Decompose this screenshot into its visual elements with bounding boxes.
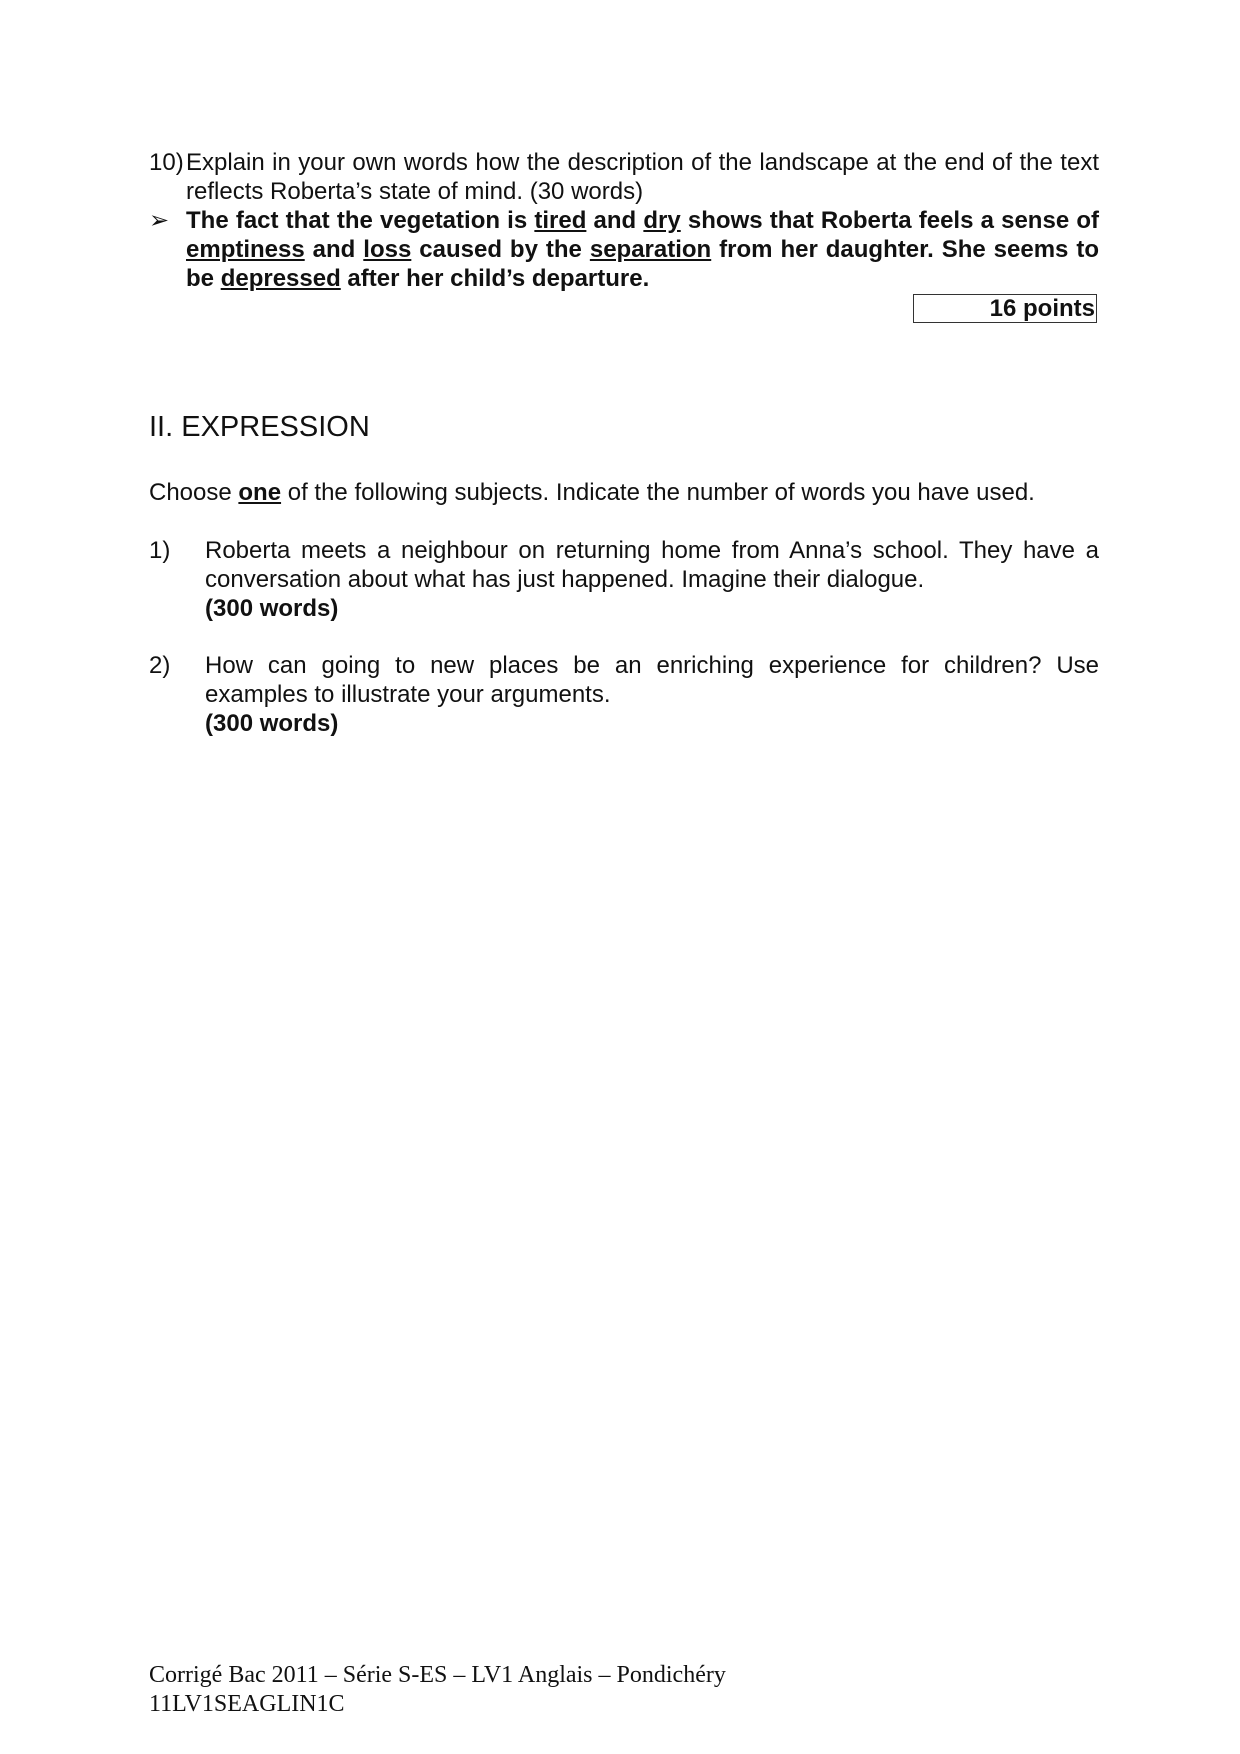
subject-2 — [149, 651, 1099, 738]
arrow-bullet-icon: ➢ — [149, 207, 170, 234]
subject-text: How can going to new places be an enriching experience for children? Use examples to illustrate your arguments. — [205, 652, 1099, 708]
answer-keyword: tired — [534, 207, 587, 234]
question-number: 10) — [149, 149, 184, 176]
question-10 — [149, 148, 1099, 206]
subject-1 — [149, 536, 1099, 623]
points-box: 16 points — [913, 294, 1097, 323]
subject-text: Roberta meets a neighbour on returning home from Anna’s school. They have a conversation about what has just happened. Imagine their dialogue. — [205, 537, 1099, 593]
answer-segment: and — [304, 236, 364, 263]
answer-segment: caused by the — [411, 236, 590, 263]
footer-title: Corrigé Bac 2011 – Série S-ES – LV1 Anglais – Pondichéry — [149, 1662, 726, 1688]
subject-body — [205, 536, 1099, 623]
answer-keyword: depressed — [220, 265, 341, 292]
footer-code: 11LV1SEAGLIN1C — [149, 1691, 345, 1717]
answer-keyword: separation — [589, 236, 712, 263]
instruction-text: Choose — [149, 479, 239, 506]
answer-keyword: loss — [363, 236, 412, 263]
instruction — [149, 478, 1099, 507]
subject-word-count: (300 words) — [205, 710, 339, 737]
answer-segment: from her daughter. She seems to be — [186, 236, 1099, 292]
instruction-emphasis: one — [238, 479, 282, 506]
answer-keyword: dry — [643, 207, 681, 234]
page-footer — [149, 1661, 726, 1719]
subject-number: 1) — [149, 537, 171, 564]
answer-10 — [149, 206, 1099, 293]
answer-segment: shows that Roberta feels a sense of — [680, 207, 1099, 234]
question-text: Explain in your own words how the description of the landscape at the end of the text reflects Roberta’s state of mind. (30 words) — [186, 149, 1099, 205]
instruction-text: of the following subjects. Indicate the number of words you have used. — [281, 479, 1035, 506]
answer-keyword: emptiness — [186, 236, 305, 263]
answer-text — [186, 206, 1099, 293]
subject-word-count: (300 words) — [205, 595, 339, 622]
subject-number: 2) — [149, 652, 171, 679]
section-title: II. EXPRESSION — [149, 411, 370, 443]
answer-segment: and — [586, 207, 644, 234]
answer-segment: after her child’s departure. — [340, 265, 650, 292]
subject-body — [205, 651, 1099, 738]
answer-segment: The fact that the vegetation is — [186, 207, 535, 234]
